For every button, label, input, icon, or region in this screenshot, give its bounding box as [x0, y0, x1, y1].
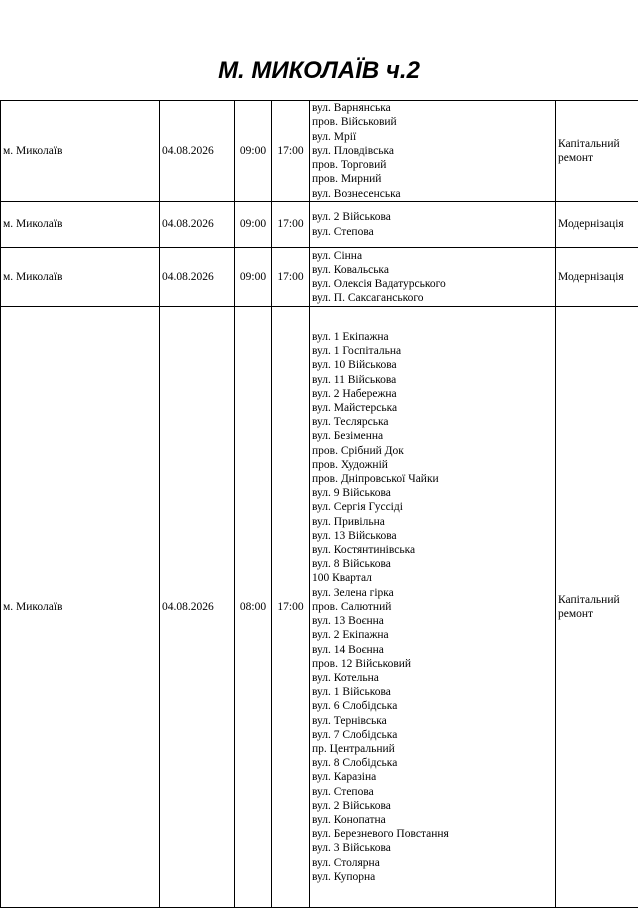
work-type-cell: Модернізація: [556, 248, 638, 307]
street-name: вул. Сінна: [312, 249, 553, 263]
street-name: вул. Привільна: [312, 515, 553, 529]
street-name: вул. 1 Екіпажна: [312, 330, 553, 344]
city-cell: м. Миколаїв: [1, 307, 160, 908]
table-row: [1, 307, 638, 908]
street-name: вул. Теслярська: [312, 415, 553, 429]
street-name: вул. 1 Військова: [312, 685, 553, 699]
streets-cell: [310, 202, 556, 248]
work-type-cell: Модернізація: [556, 202, 638, 248]
end-time-cell: 17:00: [272, 307, 310, 908]
street-name: вул. 11 Військова: [312, 373, 553, 387]
start-time-cell: 09:00: [235, 101, 272, 202]
work-type-cell: Капітальний ремонт: [556, 101, 638, 202]
street-name: вул. Тернівська: [312, 714, 553, 728]
street-name: вул. 9 Військова: [312, 486, 553, 500]
end-time-cell: 17:00: [272, 248, 310, 307]
street-name: вул. Степова: [312, 225, 553, 239]
street-name: пров. Художній: [312, 458, 553, 472]
date-cell: 04.08.2026: [160, 307, 235, 908]
street-name: вул. Безіменна: [312, 429, 553, 443]
street-name: пров. Торговий: [312, 158, 553, 172]
street-name: вул. Столярна: [312, 856, 553, 870]
start-time-cell: 08:00: [235, 307, 272, 908]
street-name: вул. 2 Екіпажна: [312, 628, 553, 642]
street-name: вул. Каразіна: [312, 770, 553, 784]
streets-cell: [310, 248, 556, 307]
street-name: пров. Мирний: [312, 172, 553, 186]
street-name: вул. 10 Військова: [312, 358, 553, 372]
street-name: вул. Зелена гірка: [312, 586, 553, 600]
street-name: пров. Салютний: [312, 600, 553, 614]
street-name: вул. Купорна: [312, 870, 553, 884]
street-name: вул. Пловдівська: [312, 144, 553, 158]
date-cell: 04.08.2026: [160, 101, 235, 202]
page-title: М. МИКОЛАЇВ ч.2: [0, 56, 638, 86]
street-name: вул. Мрії: [312, 130, 553, 144]
street-name: пров. Військовий: [312, 115, 553, 129]
street-name: пров. Срібний Док: [312, 444, 553, 458]
date-cell: 04.08.2026: [160, 248, 235, 307]
street-name: вул. Степова: [312, 785, 553, 799]
street-name: 100 Квартал: [312, 571, 553, 585]
street-name: вул. Вознесенська: [312, 187, 553, 201]
street-name: вул. Березневого Повстання: [312, 827, 553, 841]
streets-cell: [310, 101, 556, 202]
start-time-cell: 09:00: [235, 202, 272, 248]
street-name: вул. Котельна: [312, 671, 553, 685]
city-cell: м. Миколаїв: [1, 248, 160, 307]
street-name: вул. 13 Військова: [312, 529, 553, 543]
street-name: вул. 2 Військова: [312, 799, 553, 813]
end-time-cell: 17:00: [272, 101, 310, 202]
start-time-cell: 09:00: [235, 248, 272, 307]
street-name: вул. 7 Слобідська: [312, 728, 553, 742]
street-name: вул. Сергія Гуссіді: [312, 500, 553, 514]
outage-schedule-table: [0, 100, 638, 908]
street-name: вул. Олексія Вадатурського: [312, 277, 553, 291]
street-name: вул. 3 Військова: [312, 841, 553, 855]
street-name: вул. 8 Військова: [312, 557, 553, 571]
street-name: вул. П. Саксаганського: [312, 291, 553, 305]
work-type-cell: Капітальний ремонт: [556, 307, 638, 908]
end-time-cell: 17:00: [272, 202, 310, 248]
street-name: вул. Конопатна: [312, 813, 553, 827]
date-cell: 04.08.2026: [160, 202, 235, 248]
street-name: вул. 14 Воєнна: [312, 643, 553, 657]
street-name: вул. 2 Військова: [312, 210, 553, 224]
street-name: вул. 2 Набережна: [312, 387, 553, 401]
street-name: вул. Ковальська: [312, 263, 553, 277]
street-name: пр. Центральний: [312, 742, 553, 756]
table-row: [1, 202, 638, 248]
street-name: вул. Майстерська: [312, 401, 553, 415]
city-cell: м. Миколаїв: [1, 202, 160, 248]
street-name: пров. 12 Військовий: [312, 657, 553, 671]
street-name: пров. Дніпровської Чайки: [312, 472, 553, 486]
street-name: вул. 6 Слобідська: [312, 699, 553, 713]
table-row: [1, 248, 638, 307]
table-row: [1, 101, 638, 202]
street-name: вул. 1 Госпітальна: [312, 344, 553, 358]
streets-cell: [310, 307, 556, 908]
street-name: вул. Варнянська: [312, 101, 553, 115]
street-name: вул. 8 Слобідська: [312, 756, 553, 770]
city-cell: м. Миколаїв: [1, 101, 160, 202]
street-name: вул. 13 Воєнна: [312, 614, 553, 628]
street-name: вул. Костянтинівська: [312, 543, 553, 557]
